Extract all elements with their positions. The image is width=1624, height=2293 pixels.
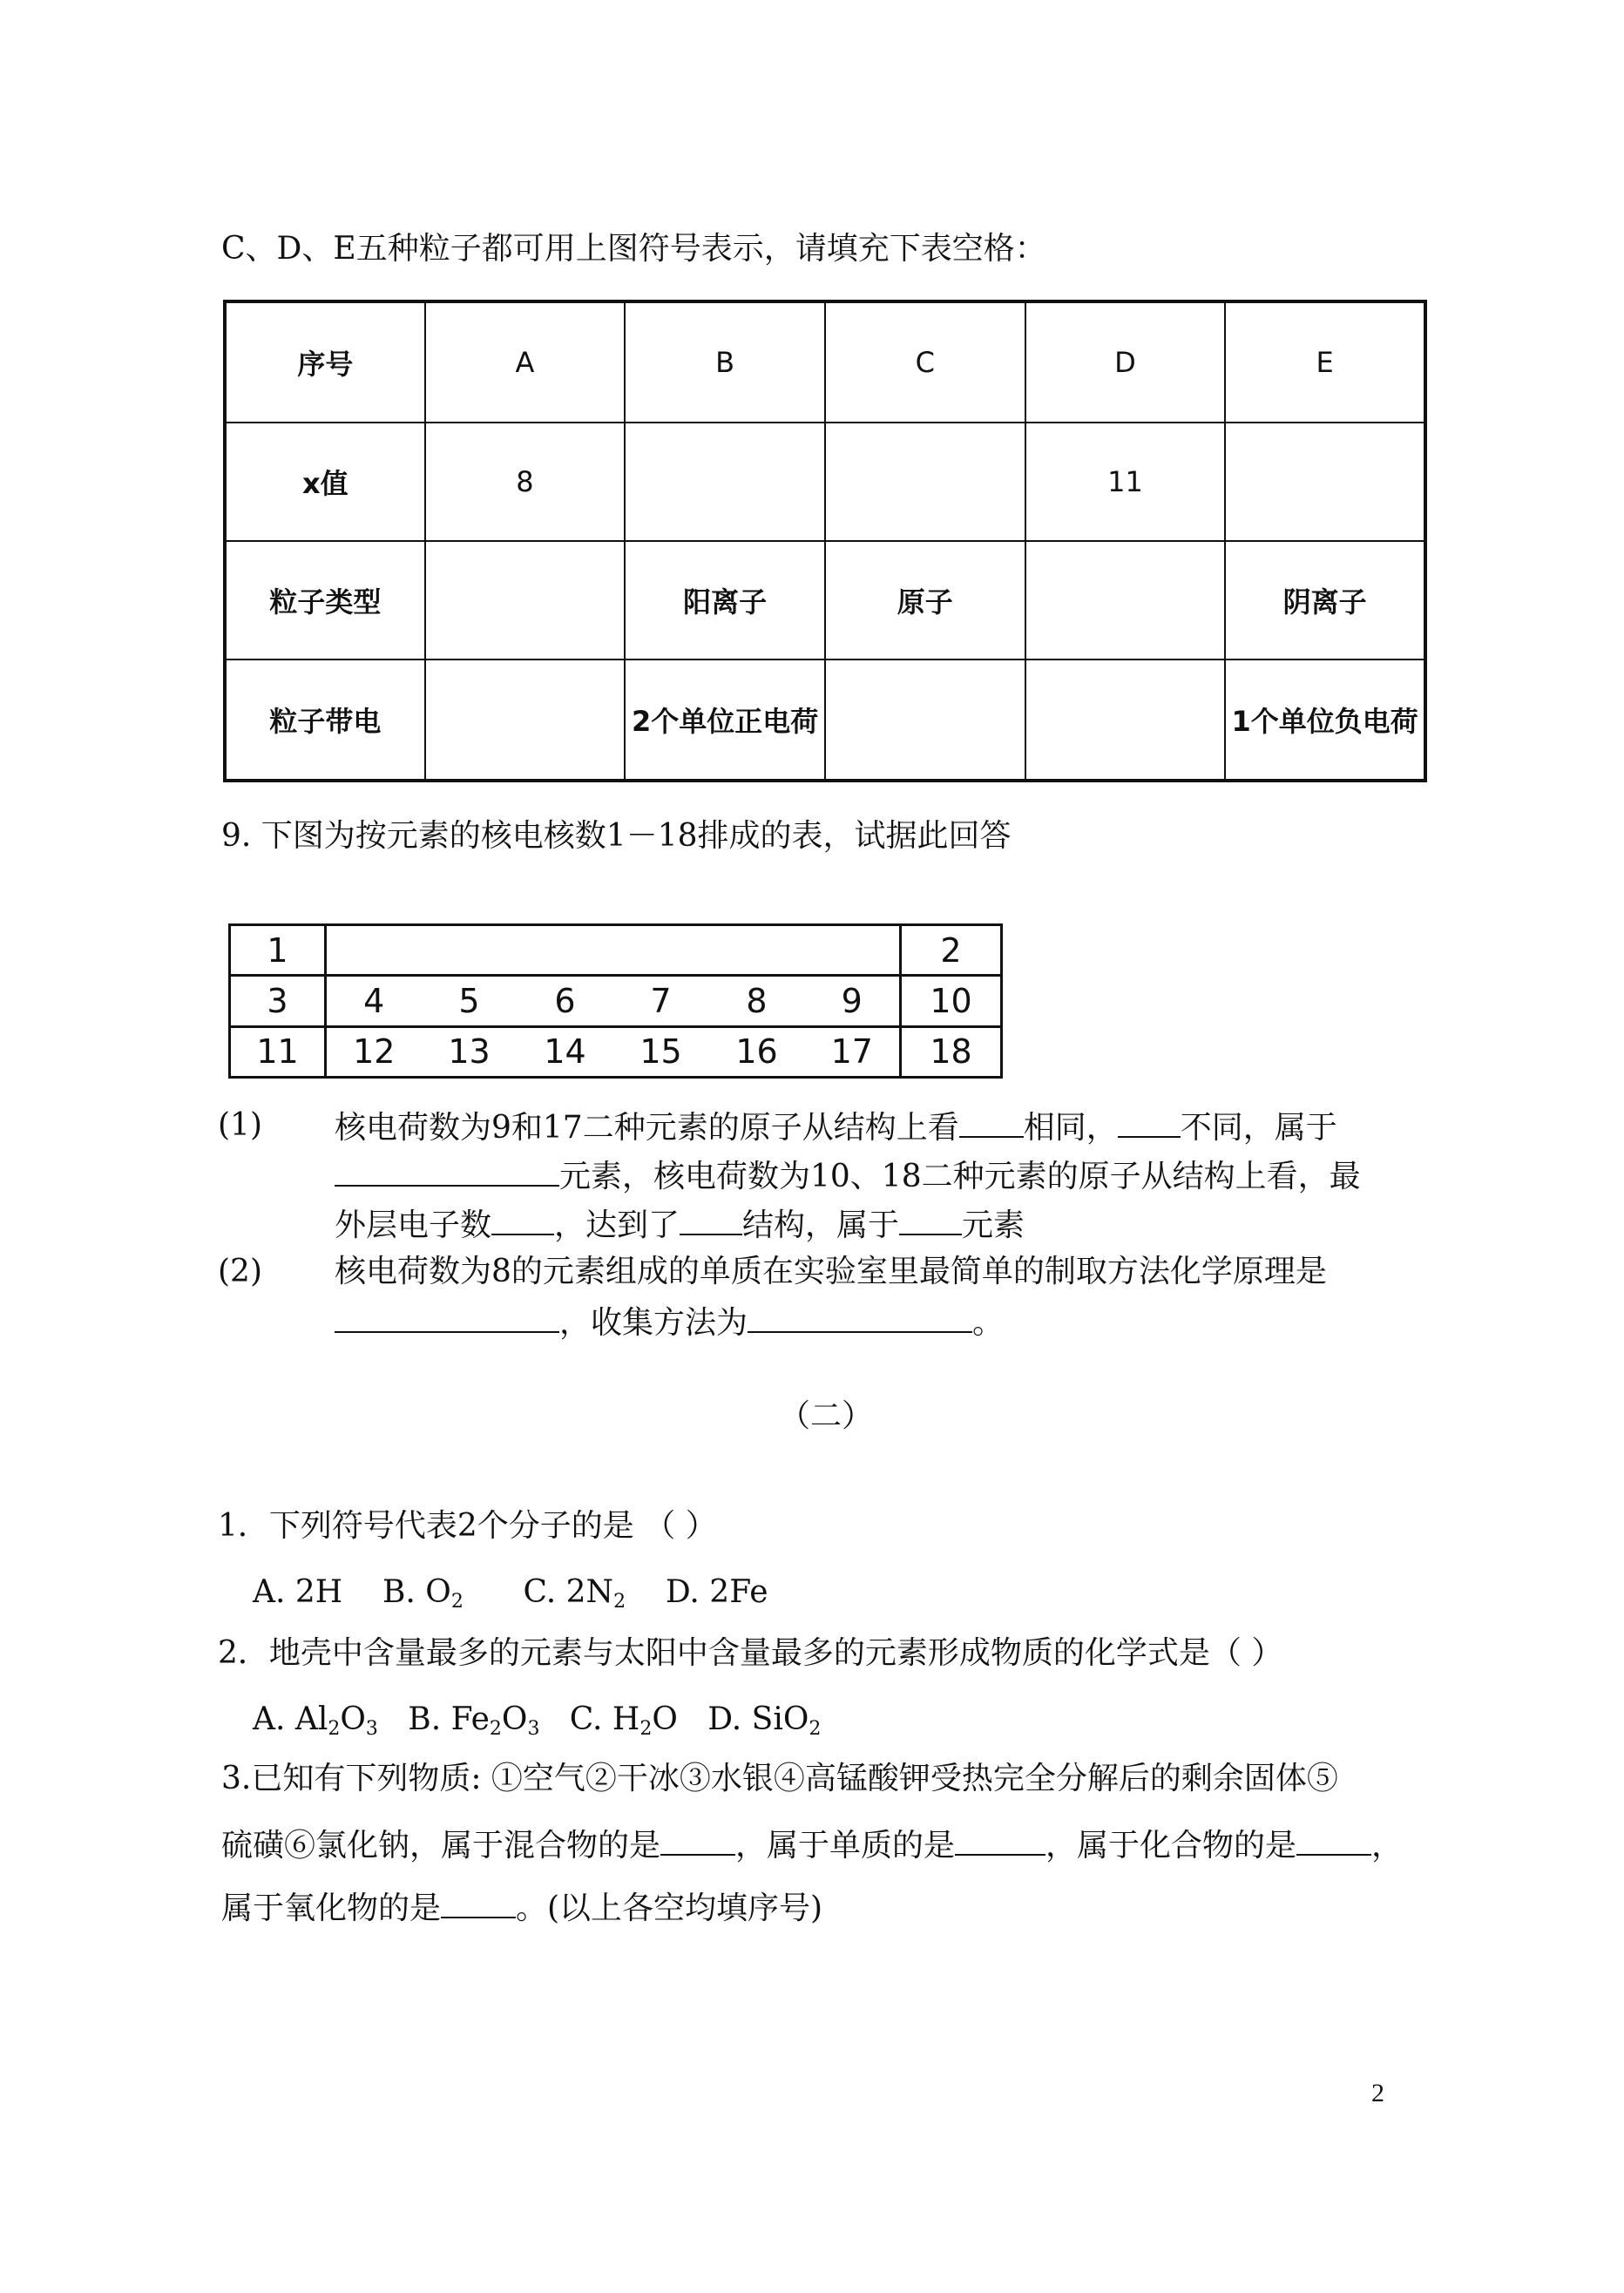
page-number: 2	[1371, 2079, 1384, 2107]
table-cell: x值	[225, 423, 425, 541]
subscript: 2	[613, 1591, 626, 1613]
table-cell: 粒子带电	[225, 659, 425, 781]
table-header: A	[425, 301, 626, 423]
subscript: 2	[809, 1718, 822, 1740]
text: 相同，	[1023, 1110, 1118, 1146]
text: 元素，核电荷数为10、18二种元素的原子从结构上看，最	[559, 1159, 1361, 1194]
text: 属于氧化物的是	[221, 1891, 442, 1926]
element-cell	[326, 925, 422, 976]
element-cell	[709, 925, 805, 976]
answer-blank[interactable]	[441, 1887, 516, 1918]
element-cell: 8	[709, 976, 805, 1026]
text: O	[652, 1701, 678, 1737]
sub-question-1-line-1	[335, 1106, 1337, 1147]
question-3-line-1: 3.已知有下列物质: ①空气②干冰③水银④高锰酸钾受热完全分解后的剩余固体⑤	[221, 1761, 1338, 1796]
table-cell: 原子	[825, 541, 1025, 659]
table-cell: 11	[1025, 423, 1226, 541]
sub-question-1-number: (1)	[218, 1107, 262, 1143]
table-row	[230, 976, 1002, 1026]
table-row	[230, 925, 1002, 976]
answer-blank[interactable]	[680, 1204, 742, 1235]
question-3-line-3	[221, 1887, 822, 1928]
table-row	[225, 659, 1425, 781]
table-cell	[1025, 541, 1226, 659]
answer-blank[interactable]	[491, 1204, 554, 1235]
text: O	[501, 1701, 528, 1737]
option-d[interactable]	[707, 1701, 822, 1740]
subscript: 2	[639, 1718, 653, 1740]
text: 元素	[962, 1207, 1025, 1243]
table-cell: 粒子类型	[225, 541, 425, 659]
element-cell	[805, 925, 901, 976]
element-cell: 4	[326, 976, 422, 1026]
table-cell: 2个单位正电荷	[625, 659, 825, 781]
option-c[interactable]	[523, 1574, 626, 1613]
element-cell: 10	[901, 976, 1002, 1026]
text: 外层电子数	[335, 1207, 492, 1243]
table-cell: 1个单位负电荷	[1225, 659, 1425, 781]
element-cell: 16	[735, 1032, 778, 1072]
table-cell: 阳离子	[625, 541, 825, 659]
table-cell	[825, 423, 1025, 541]
text: ，属于单质的是	[735, 1828, 956, 1863]
subscript: 3	[365, 1718, 378, 1740]
table-row	[225, 301, 1425, 423]
option-c[interactable]	[569, 1701, 678, 1740]
sub-question-2-line-1: 核电荷数为8的元素组成的单质在实验室里最简单的制取方法化学原理是	[335, 1254, 1327, 1289]
sub-question-2-number: (2)	[218, 1254, 262, 1289]
table-cell: 8	[425, 423, 626, 541]
sub-question-1-line-3	[335, 1204, 1025, 1245]
element-cell: 3	[230, 976, 326, 1026]
question-1-stem: 1．下列符号代表2个分子的是 （ ）	[218, 1508, 717, 1544]
text: 结构，属于	[742, 1207, 900, 1243]
subscript: 2	[489, 1718, 502, 1740]
answer-blank[interactable]	[1296, 1824, 1371, 1856]
element-cell	[518, 925, 613, 976]
table-row	[230, 1026, 1002, 1077]
text: ，	[1371, 1828, 1404, 1863]
text: 。	[972, 1305, 1005, 1341]
subscript: 2	[450, 1591, 464, 1613]
text: B. Fe	[408, 1701, 490, 1737]
element-cell: 18	[901, 1026, 1002, 1077]
text: O	[340, 1701, 366, 1737]
table-header: B	[625, 301, 825, 423]
subscript: 3	[527, 1718, 540, 1740]
element-cell: 15	[639, 1032, 682, 1072]
answer-blank[interactable]	[660, 1824, 735, 1856]
question-1-options	[253, 1573, 768, 1612]
element-cell	[613, 925, 709, 976]
intro-text: C、D、E五种粒子都可用上图符号表示，请填充下表空格：	[221, 231, 1046, 267]
section-title: （二）	[779, 1398, 874, 1434]
table-cell	[425, 541, 626, 659]
element-cell: 12	[353, 1032, 396, 1072]
particle-table	[223, 300, 1427, 782]
text: B. O	[382, 1574, 451, 1610]
table-header: E	[1225, 301, 1425, 423]
text: D. SiO	[707, 1701, 809, 1737]
element-cell	[422, 925, 518, 976]
element-cell: 14	[544, 1032, 586, 1072]
sub-question-1-line-2	[335, 1155, 1361, 1196]
text: C. 2N	[523, 1574, 614, 1610]
answer-blank[interactable]	[335, 1302, 559, 1333]
option-d[interactable]: D. 2Fe	[665, 1574, 768, 1610]
table-header: 序号	[225, 301, 425, 423]
table-cell	[625, 423, 825, 541]
question-2-options	[253, 1701, 821, 1739]
table-cell: 阴离子	[1225, 541, 1425, 659]
element-cell: 1	[230, 925, 326, 976]
element-cell: 6	[518, 976, 613, 1026]
element-cell: 7	[613, 976, 709, 1026]
text: ，收集方法为	[559, 1305, 748, 1341]
sub-question-2-line-2	[335, 1302, 1004, 1343]
table-cell	[425, 659, 626, 781]
table-row	[225, 423, 1425, 541]
table-cell	[825, 659, 1025, 781]
answer-blank[interactable]	[748, 1302, 972, 1333]
option-b[interactable]	[408, 1701, 540, 1740]
option-a[interactable]	[253, 1701, 378, 1740]
text: 。(以上各空均填序号)	[516, 1891, 823, 1926]
table-header: C	[825, 301, 1025, 423]
table-cell	[1225, 423, 1425, 541]
text: 硫磺⑥氯化钠，属于混合物的是	[221, 1828, 661, 1863]
question-9-stem: 9. 下图为按元素的核电核数1－18排成的表，试据此回答	[221, 818, 1012, 854]
element-cell: 17	[830, 1032, 873, 1072]
answer-blank[interactable]	[899, 1204, 962, 1235]
subscript: 2	[328, 1718, 341, 1740]
element-cell: 11	[230, 1026, 326, 1077]
answer-blank[interactable]	[959, 1106, 1024, 1138]
table-header: D	[1025, 301, 1226, 423]
answer-blank[interactable]	[955, 1824, 1045, 1856]
text: A. Al	[253, 1701, 328, 1737]
element-cell: 2	[901, 925, 1002, 976]
table-cell	[1025, 659, 1226, 781]
text: 核电荷数为9和17二种元素的原子从结构上看	[335, 1110, 959, 1146]
answer-blank[interactable]	[335, 1155, 559, 1187]
text: 不同，属于	[1180, 1110, 1337, 1146]
table-row	[225, 541, 1425, 659]
element-cell: 5	[422, 976, 518, 1026]
element-cell: 13	[448, 1032, 491, 1072]
text: ，属于化合物的是	[1045, 1828, 1297, 1863]
question-3-line-2	[221, 1824, 1403, 1865]
periodic-table	[228, 923, 1003, 1079]
text: C. H	[569, 1701, 640, 1737]
text: ，达到了	[554, 1207, 680, 1243]
question-2-stem: 2．地壳中含量最多的元素与太阳中含量最多的元素形成物质的化学式是（ ）	[218, 1635, 1283, 1671]
option-a[interactable]: A. 2H	[253, 1574, 343, 1610]
option-b[interactable]	[382, 1574, 464, 1613]
element-cell: 9	[805, 976, 901, 1026]
answer-blank[interactable]	[1118, 1106, 1181, 1138]
